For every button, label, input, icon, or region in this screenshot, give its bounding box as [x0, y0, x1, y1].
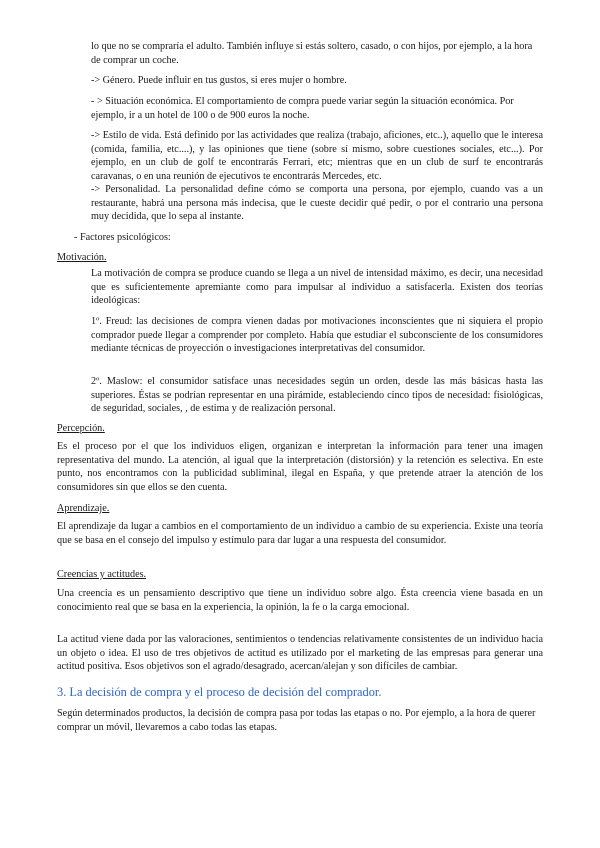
motivacion-paragraph: La motivación de compra se produce cuando se llega a un nivel de intensidad máximo, es decir, una necesidad que es suficientemente apremiante como para impulsar al individuo a satisfacerla. Existen dos teorías ideológicas: [91, 268, 543, 307]
freud-paragraph: 1º. Freud: las decisiones de compra vienen dadas por motivaciones inconscientes que ni siquiera el propio comprador puede llegar a comprender por completo. Había que estudiar el subconsciente de los consumidores mediante técnicas de proyección o investigaciones interpretativas del consumidor. [91, 316, 543, 355]
section-3-heading: 3. La decisión de compra y el proceso de decisión del comprador. [57, 685, 382, 699]
aprendizaje-heading: Aprendizaje. [57, 503, 110, 514]
intro-paragraph-lifestyle: -> Estilo de vida. Está definido por las actividades que realiza (trabajo, aficiones, etc..), aquello que le interesa (comida, familia, etc....), y las opiniones que tiene (sobre sí mismo, sobre cuestiones sociales, etc...). Por ejemplo, en un club de golf te encontrarás Ferrari, etc; mientras que en un club de surf te encontrarás caravanas, o en una reunión de ejecutivos te encontrarás Mercedes, etc. [91, 130, 543, 182]
intro-paragraph-family: lo que no se compraría el adulto. También influye si estás soltero, casado, o con hijos, por ejemplo, a la hora de comprar un coche. [91, 41, 533, 66]
intro-paragraph-gender: -> Género. Puede influir en tus gustos, si eres mujer o hombre. [91, 75, 347, 86]
aprendizaje-paragraph: El aprendizaje da lugar a cambios en el comportamiento de un individuo a cambio de su experiencia. Existe una teoría que se basa en el consejo del impulso y estímulo para dar lugar a una respuesta del consumidor. [57, 521, 543, 546]
creencia-paragraph: Una creencia es un pensamiento descriptivo que tiene un individuo sobre algo. Ésta creencia viene basada en un conocimiento real que se basa en la experiencia, la opinión, la fe o la carga emocional. [57, 588, 543, 613]
motivacion-heading: Motivación. [57, 252, 107, 263]
creencias-heading: Creencias y actitudes. [57, 569, 147, 580]
actitud-paragraph: La actitud viene dada por las valoraciones, sentimientos o tendencias relativamente consistentes de un individuo hacia un objeto o idea. El uso de tres objetivos de actitud es utilizado por el marketing de las empresas para generar una actitud positiva. Esos objetivos son el agrado/desagrado, acercan/alejan y son difíciles de cambiar. [57, 634, 543, 673]
percepcion-heading: Percepción. [57, 423, 105, 434]
maslow-paragraph: 2º. Maslow: el consumidor satisface unas necesidades según un orden, desde las más básicas hasta las superiores. Éstas se podrían representar en una pirámide, estableciendo cinco tipos de necesidad: fisiológicas, de seguridad, sociales, , de estima y de realización personal. [91, 376, 543, 415]
psychological-factors-bullet: - Factores psicológicos: [74, 232, 171, 243]
percepcion-paragraph: Es el proceso por el que los individuos eligen, organizan e interpretan la información para tener una imagen representativa del mundo. La atención, al igual que la interpretación (distorsión) y la retención es selectiva. En este punto, nos encontramos con la publicidad subliminal, ilegal en España, y que pretende atraer la atención de los consumidores sin que ellos se den cuenta. [57, 441, 543, 493]
intro-paragraph-economic: - > Situación económica. El comportamiento de compra puede variar según la situación económica. Por ejemplo, ir a un hotel de 100 o de 900 euros la noche. [91, 96, 514, 121]
section-3-paragraph: Según determinados productos, la decisión de compra pasa por todas las etapas o no. Por ejemplo, a la hora de querer comprar un móvil, llevaremos a cabo todas las etapas. [57, 708, 536, 733]
intro-paragraph-personality: -> Personalidad. La personalidad define cómo se comporta una persona, por ejemplo, cuando vas a un restaurante, habrá una persona más indecisa, que le cueste decidir qué pedir, o por el contrario una persona muy decidida, que lo sepa al instante. [91, 184, 543, 223]
